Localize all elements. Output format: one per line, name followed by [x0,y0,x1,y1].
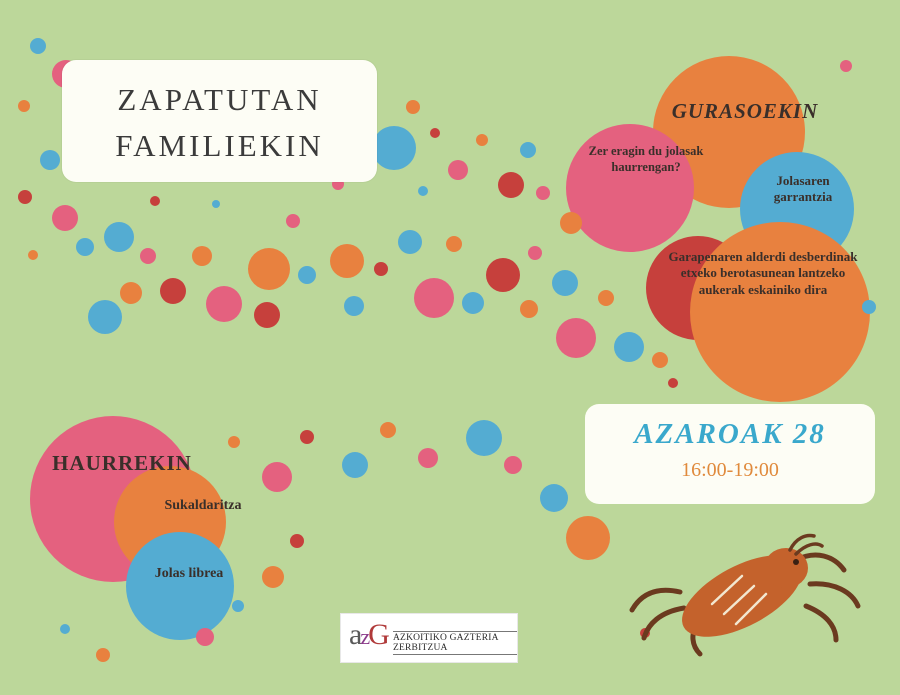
event-date: AZAROAK 28 [634,418,826,450]
decorative-circle [380,422,396,438]
decorative-circle [556,318,596,358]
decorative-circle [668,378,678,388]
title-card [62,60,377,182]
logo-letter-a: a [349,618,361,651]
decorative-circle [150,196,160,206]
decorative-circle [60,624,70,634]
decorative-circle [160,278,186,304]
decorative-circle [430,128,440,138]
decorative-circle [196,628,214,646]
decorative-circle [206,286,242,322]
poster-title-line-1: ZAPATUTAN [117,82,322,117]
decorative-circle [52,205,78,231]
decorative-circle [254,302,280,328]
decorative-circle [840,60,852,72]
decorative-circle [504,456,522,474]
date-card [585,404,875,504]
bubble-label-zer-eragin: Zer eragin du jolasak haurrengan? [588,144,704,174]
decorative-circle [520,142,536,158]
decorative-circle [120,282,142,304]
decorative-circle [28,250,38,260]
decorative-circle [528,246,542,260]
decorative-circle [248,248,290,290]
decorative-circle [862,300,876,314]
logo-text: AZKOITIKO GAZTERIA ZERBITZUA [393,631,517,655]
decorative-circle [104,222,134,252]
bubble-label-sukaldaritza: Sukaldaritza [164,498,242,513]
decorative-circle [476,134,488,146]
logo-mark [349,618,388,652]
event-time: 16:00-19:00 [681,459,779,481]
decorative-circle [520,300,538,318]
section-heading-children: HAURREKIN [52,451,192,475]
logo-letter-z: z [360,624,369,649]
decorative-circle [598,290,614,306]
decorative-circle [448,160,468,180]
bubble-label-jolasaren-garrantzia: Jolasaren garrantzia [773,173,833,205]
decorative-circle [566,516,610,560]
decorative-circle [126,532,234,640]
decorative-circle [262,462,292,492]
bubble-label-jolas-librea: Jolas librea [154,566,224,581]
decorative-circle [406,100,420,114]
decorative-circle [486,258,520,292]
decorative-circle [446,236,462,252]
decorative-circle [18,190,32,204]
decorative-circle [372,126,416,170]
organization-logo [340,613,518,663]
decorative-circle [560,212,582,234]
decorative-circle [192,246,212,266]
decorative-circle [140,248,156,264]
decorative-circle [30,38,46,54]
decorative-circle [342,452,368,478]
decorative-circle [418,186,428,196]
decorative-circle [212,200,220,208]
poster-title-line-2: FAMILIEKIN [115,128,324,163]
decorative-circle [466,420,502,456]
decorative-circle [652,352,668,368]
decorative-circle [374,262,388,276]
decorative-circle [330,244,364,278]
bubble-label-garapenaren: Garapenaren alderdi desberdinak etxeko berotasunean lantzeko aukerak eskainiko dira [668,249,858,297]
decorative-circle [418,448,438,468]
decorative-circle [298,266,316,284]
decorative-circle [76,238,94,256]
logo-letter-g: G [368,618,388,651]
section-heading-parents: GURASOEKIN [671,99,819,123]
decorative-circle [286,214,300,228]
bug-illustration [620,530,880,660]
decorative-circle [18,100,30,112]
decorative-circle [88,300,122,334]
decorative-circle [344,296,364,316]
decorative-circle [300,430,314,444]
decorative-circle [40,150,60,170]
decorative-circle [462,292,484,314]
decorative-circle [414,278,454,318]
decorative-circle [552,270,578,296]
decorative-circle [232,600,244,612]
decorative-circle [290,534,304,548]
decorative-circle [96,648,110,662]
decorative-circle [498,172,524,198]
decorative-circle [262,566,284,588]
decorative-circle [398,230,422,254]
decorative-circle [536,186,550,200]
decorative-circle [540,484,568,512]
decorative-circle [228,436,240,448]
decorative-circle [614,332,644,362]
